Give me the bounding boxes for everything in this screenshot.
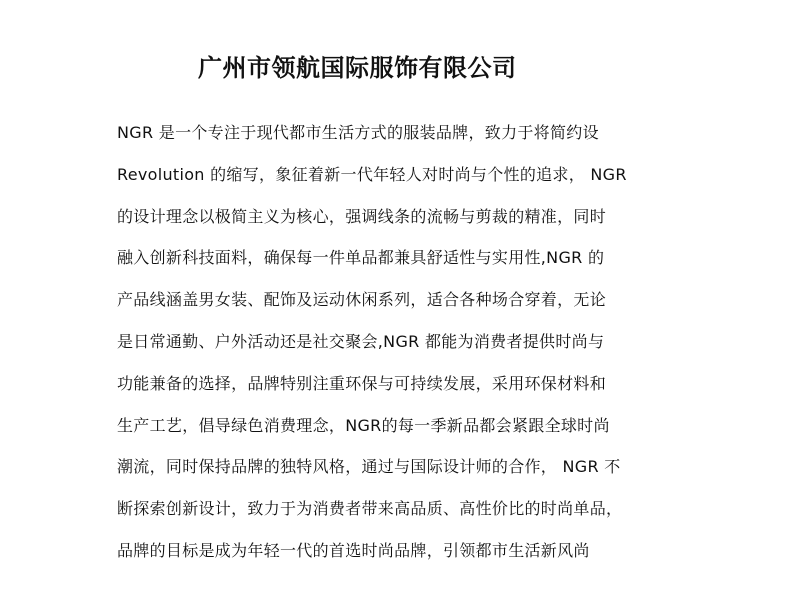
body-line: 产品线涵盖男女装、配饰及运动休闲系列，适合各种场合穿着，无论 bbox=[117, 290, 607, 310]
body-line: 潮流，同时保持品牌的独特风格，通过与国际设计师的合作， NGR 不 bbox=[117, 457, 621, 477]
body-line: 生产工艺，倡导绿色消费理念，NGR的每一季新品都会紧跟全球时尚 bbox=[117, 415, 610, 435]
document-title: 广州市领航国际服饰有限公司 bbox=[198, 54, 517, 82]
body-line: 品牌的目标是成为年轻一代的首选时尚品牌，引领都市生活新风尚 bbox=[117, 540, 590, 560]
body-line: 的设计理念以极简主义为核心，强调线条的流畅与剪裁的精准，同时 bbox=[117, 206, 607, 226]
body-line: 功能兼备的选择，品牌特别注重环保与可持续发展，采用环保材料和 bbox=[117, 373, 607, 393]
body-line: 断探索创新设计，致力于为消费者带来高品质、高性价比的时尚单品， bbox=[117, 499, 623, 519]
document-body bbox=[117, 112, 687, 572]
body-line: 融入创新科技面料，确保每一件单品都兼具舒适性与实用性,NGR 的 bbox=[117, 248, 605, 268]
body-line: 是日常通勤、户外活动还是社交聚会,NGR 都能为消费者提供时尚与 bbox=[117, 331, 605, 351]
body-line: Revolution 的缩写，象征着新一代年轻人对时尚与个性的追求， NGR bbox=[117, 164, 627, 184]
body-line: NGR 是一个专注于现代都市生活方式的服装品牌，致力于将简约设 bbox=[117, 123, 599, 142]
